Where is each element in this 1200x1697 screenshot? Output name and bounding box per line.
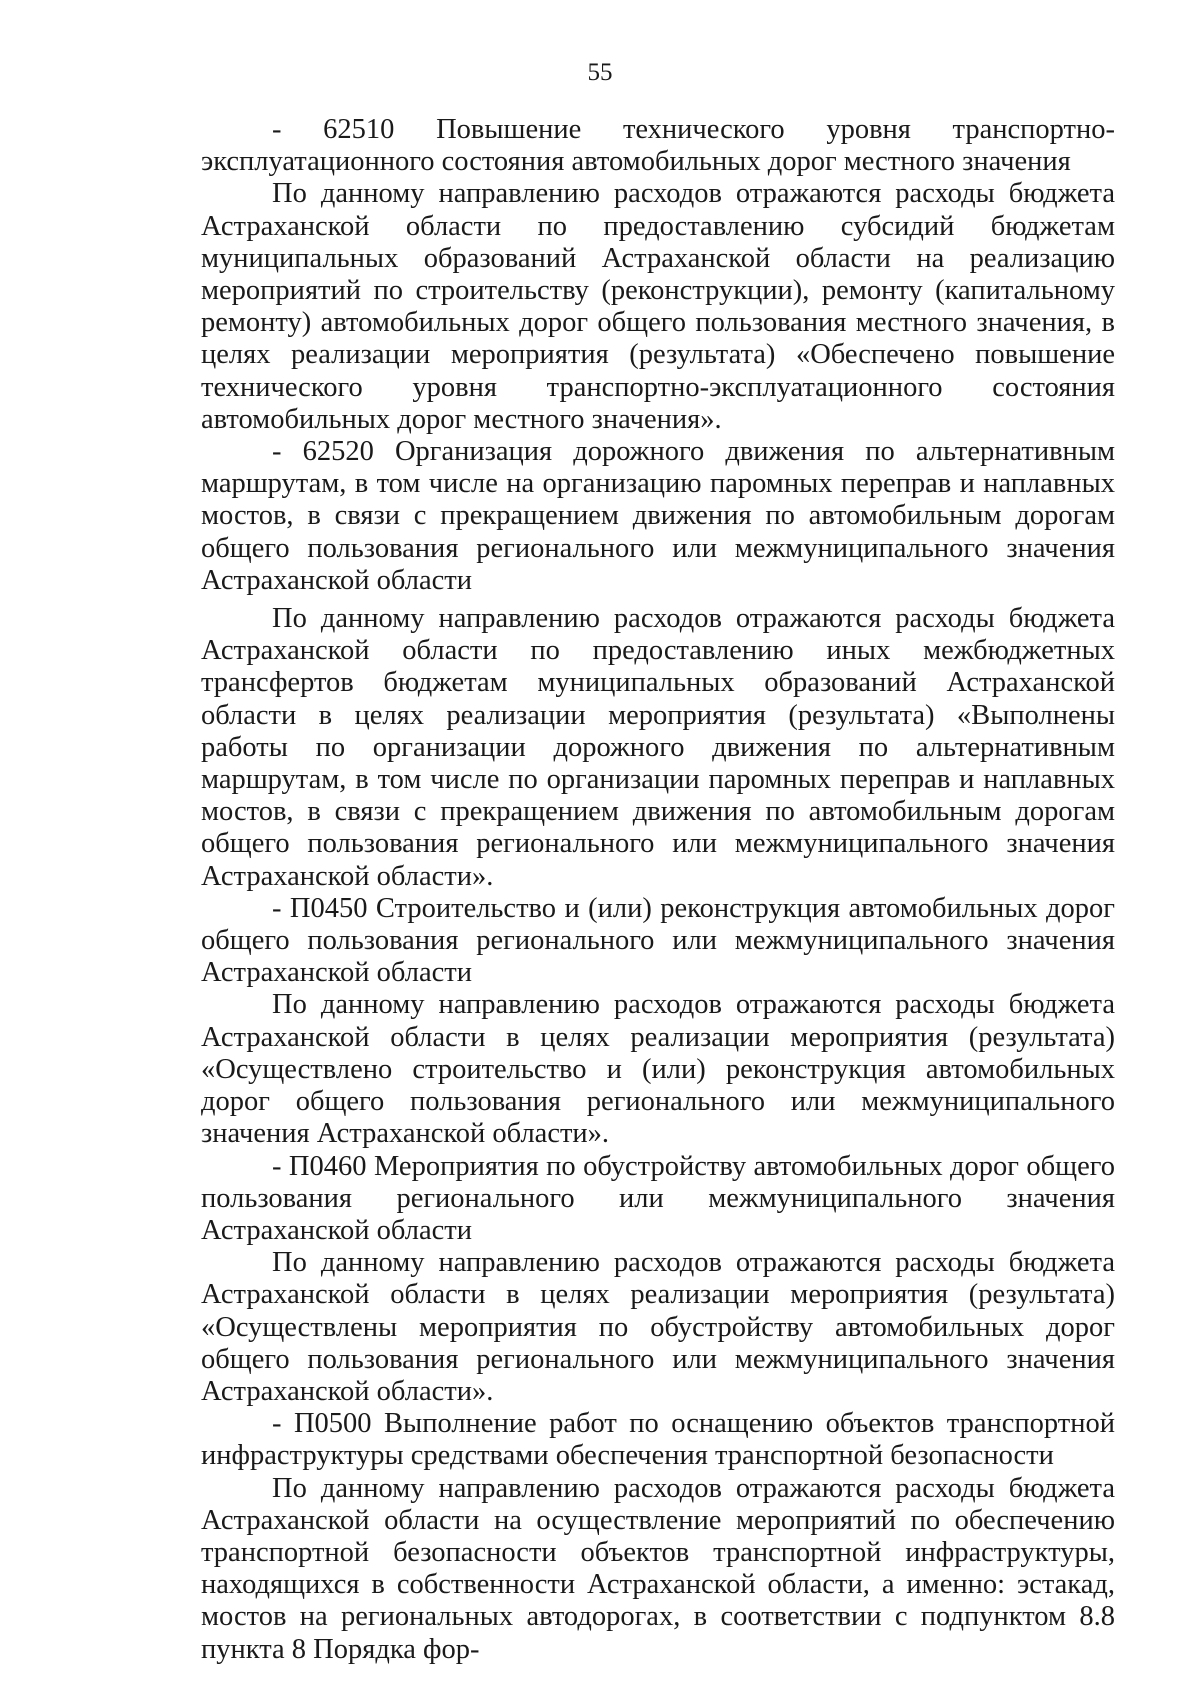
expense-item-heading: - П0500 Выполнение работ по оснащению объектов транспортной инфраструктуры средствами обеспечения транспортной безопасности — [201, 1408, 1115, 1472]
expense-item-description: По данному направлению расходов отражаются расходы бюджета Астраханской области на осуществление мероприятий по обеспечению транспортной безопасности объектов транспортной инфраструктуры, находящихся в собственности Астраханской области, а именно: эстакад, мостов на региональных автодорогах, в соответствии с подпунктом 8.8 пункта 8 Порядка фор- — [201, 1472, 1115, 1665]
expense-item-description: По данному направлению расходов отражаются расходы бюджета Астраханской области в целях реализации мероприятия (результата) «Осуществлены мероприятия по обустройству автомобильных дорог общего пользования регионального или межмуниципального значения Астраханской области». — [201, 1247, 1115, 1407]
expense-item-heading: - 62520 Организация дорожного движения по альтернативным маршрутам, в том числе на организацию паромных переправ и наплавных мостов, в связи с прекращением движения по автомобильным дорогам общего пользования регионального или межмуниципального значения Астраханской области — [201, 436, 1115, 596]
expense-item-description: По данному направлению расходов отражаются расходы бюджета Астраханской области в целях реализации мероприятия (результата) «Осуществлено строительство и (или) реконструкция автомобильных дорог общего пользования регионального или межмуниципального значения Астраханской области». — [201, 989, 1115, 1150]
document-body — [201, 114, 1115, 1666]
expense-item-description: По данному направлению расходов отражаются расходы бюджета Астраханской области по предоставлению иных межбюджетных трансфертов бюджетам муниципальных образований Астраханской области в целях реализации мероприятия (результата) «Выполнены работы по организации дорожного движения по альтернативным маршрутам, в том числе по организации паромных переправ и наплавных мостов, в связи с прекращением движения по автомобильным дорогам общего пользования регионального или межмуниципального значения Астраханской области». — [201, 603, 1115, 892]
page-number: 55 — [587, 59, 613, 86]
expense-item-heading: - П0450 Строительство и (или) реконструкция автомобильных дорог общего пользования регионального или межмуниципального значения Астраханской области — [201, 892, 1115, 989]
expense-item-heading: - 62510 Повышение технического уровня транспортно-эксплуатационного состояния автомобильных дорог местного значения — [201, 114, 1115, 178]
expense-item-description: По данному направлению расходов отражаются расходы бюджета Астраханской области по предоставлению субсидий бюджетам муниципальных образований Астраханской области на реализацию мероприятий по строительству (реконструкции), ремонту (капитальному ремонту) автомобильных дорог общего пользования местного значения, в целях реализации мероприятия (результата) «Обеспечено повышение технического уровня транспортно-эксплуатационного состояния автомобильных дорог местного значения». — [201, 178, 1115, 435]
expense-item-heading: - П0460 Мероприятия по обустройству автомобильных дорог общего пользования регионального или межмуниципального значения Астраханской области — [201, 1150, 1115, 1246]
